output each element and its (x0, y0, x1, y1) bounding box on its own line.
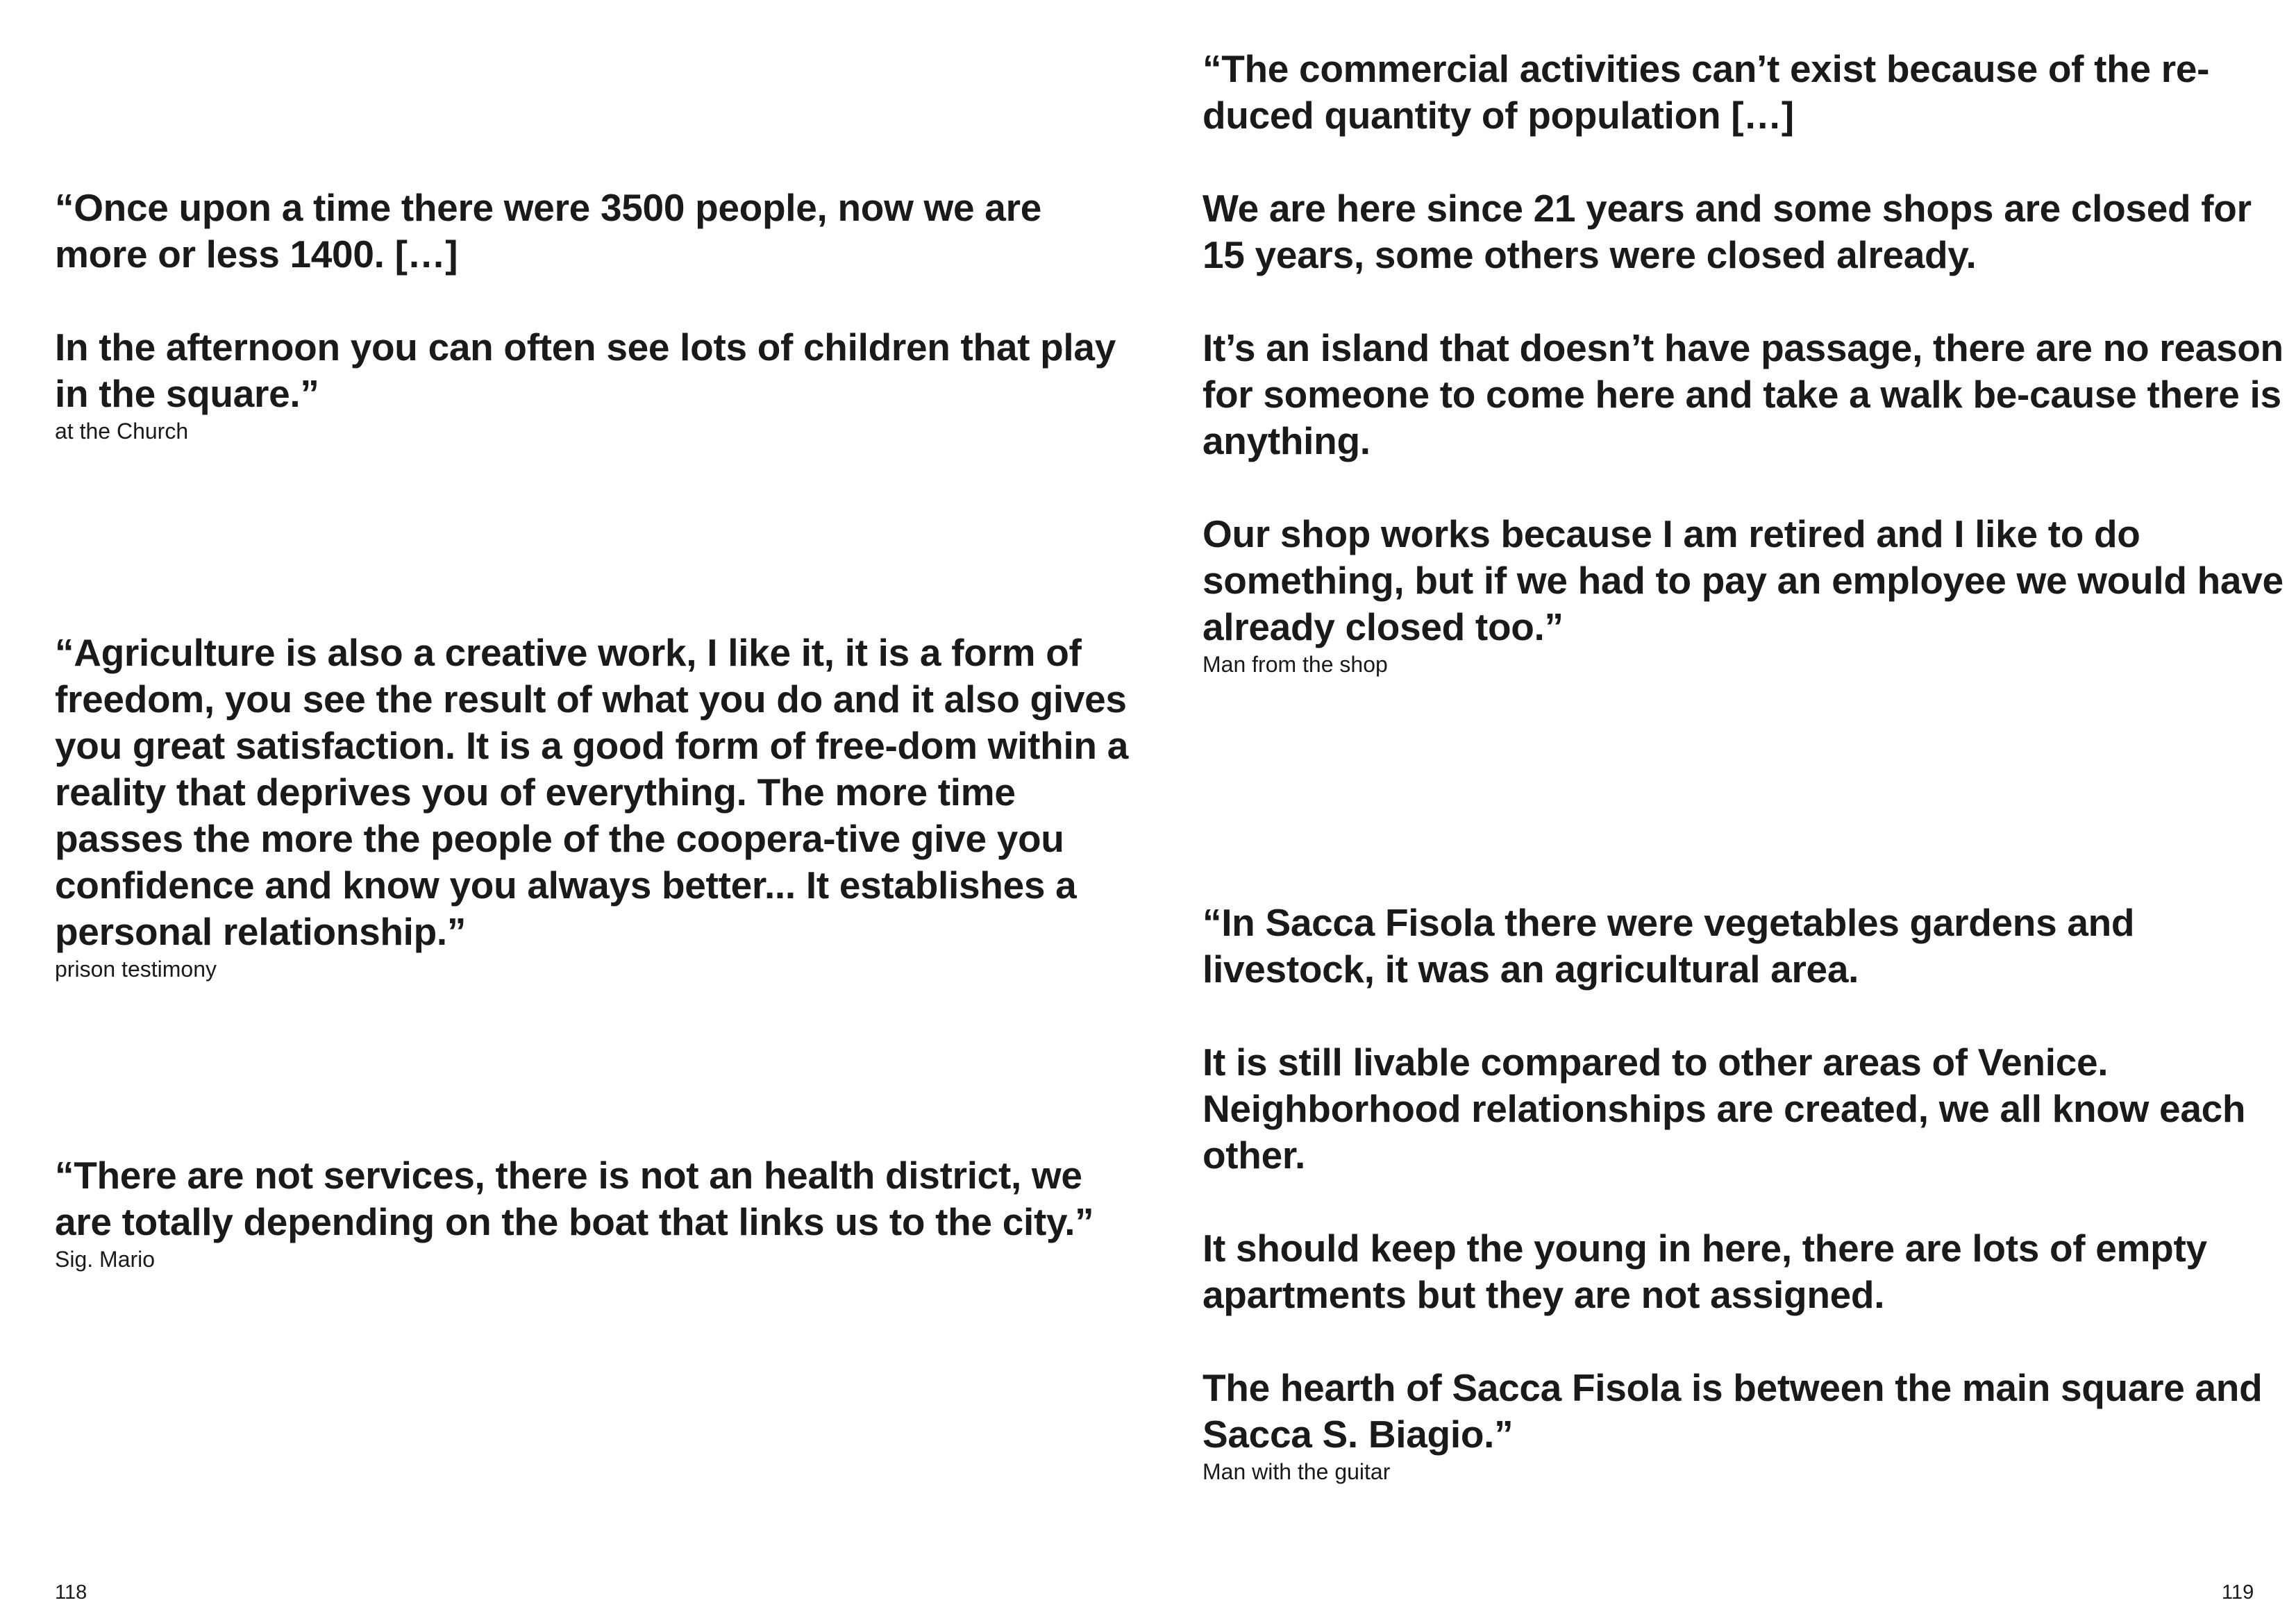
page-number: 118 (55, 1581, 87, 1604)
quote-shop (1203, 46, 2286, 677)
quote-paragraph: In the afternoon you can often see lots of children that play in the square.” (55, 326, 1116, 415)
quote-guitar (1203, 900, 2286, 1484)
quote-prison (55, 630, 1138, 982)
quote-mario (55, 1152, 1138, 1272)
quote-paragraph: It’s an island that doesn’t have passage, there are no reason for someone to come here and take a walk be-cause there is anything. (1203, 326, 2284, 462)
quote-paragraph: “In Sacca Fisola there were vegetables gardens and livestock, it was an agricultural area. (1203, 901, 2135, 991)
quote-paragraph: The hearth of Sacca Fisola is between the main square and Sacca S. Biagio.” (1203, 1366, 2263, 1456)
quote-paragraph: It should keep the young in here, there are lots of empty apartments but they are not assigned. (1203, 1227, 2207, 1316)
page-number: 119 (2222, 1581, 2254, 1604)
quote-church (55, 185, 1138, 444)
quote-paragraph: “The commercial activities can’t exist because of the re-duced quantity of population […] (1203, 47, 2210, 137)
right-page (1148, 0, 2295, 1623)
quote-source: Sig. Mario (55, 1247, 156, 1272)
quote-source: prison testimony (55, 957, 217, 982)
quote-paragraph: “Once upon a time there were 3500 people, now we are more or less 1400. […] (55, 186, 1041, 276)
quote-source: Man with the guitar (1203, 1459, 1391, 1484)
quote-paragraph: “There are not services, there is not an health district, we are totally depending on the boat that links us to the city.” (55, 1154, 1094, 1243)
quote-paragraph: We are here since 21 years and some shops are closed for 15 years, some others were closed already. (1203, 187, 2252, 276)
quote-paragraph: “Agriculture is also a creative work, I like it, it is a form of freedom, you see the result of what you do and it also gives you great satisfaction. It is a good form of free-dom within a reality that deprives you of everything. The more time passes the more the people of the coopera-tive give you confidence and know you always better... It establishes a personal relationship.” (55, 631, 1129, 953)
quote-paragraph: Our shop works because I am retired and I like to do something, but if we had to pay an employee we would have already closed too.” (1203, 512, 2284, 648)
quote-paragraph: It is still livable compared to other areas of Venice. Neighborhood relationships are created, we all know each other. (1203, 1041, 2246, 1177)
quote-source: Man from the shop (1203, 652, 1388, 677)
quote-source: at the Church (55, 419, 189, 444)
